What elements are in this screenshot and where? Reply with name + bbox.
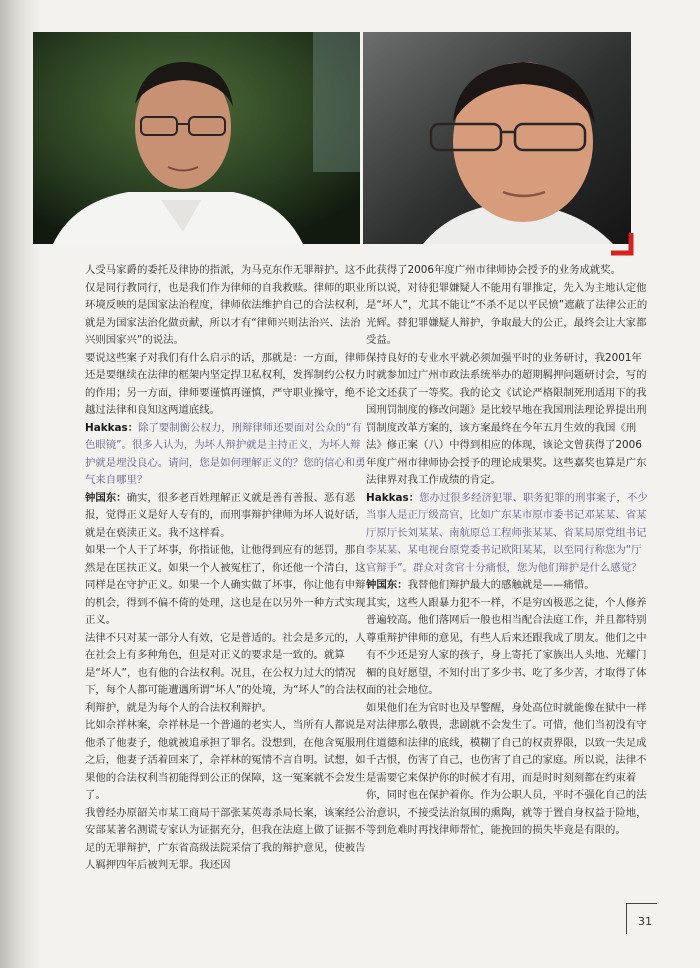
paragraph-text: 比如佘祥林案，佘祥林是一个普通的老实人，当所有人都说是他杀了他妻子，他就被追承担了罪名。没想到，在他含冤服刑之后，他妻子活着回来了，佘祥林的冤情不言自明。试想，如果他的合法权利当初能得到公正的保障，这一冤案就不会发生了。 xyxy=(85,719,366,801)
paragraph-text: 此获得了2006年度广州市律师协会授予的业务成就奖。 xyxy=(366,264,622,276)
speaker-label: Hakkas： xyxy=(85,421,139,434)
paragraph-text: 法律不只对某一部分人有效，它是普适的。社会是多元的，人在社会上有多种角色，但是对正义的要求是一致的。就算是“坏人”，也有他的合法权利。况且，在公权力过大的情况下，每个人都可能遭遇所谓“坏人”的处境，为“坏人”的合法权利辩护，就是为每个人的合法权利辩护。 xyxy=(85,631,367,714)
paragraph-text: 如果一个人干了坏事，你指证他，让他得到应有的惩罚，那自然是在匡扶正义。如果一个人被冤枉了，你还他一个清白，这同样是在守护正义。如果一个人确实做了坏事，你让他有申辩的机会，得到不偏不倚的处理，这也是在以另外一种方式实现正义。 xyxy=(85,544,366,626)
paragraph xyxy=(366,280,648,350)
corner-bracket-icon xyxy=(609,231,637,259)
article-column-right xyxy=(366,262,648,840)
speaker-label: 钟国东： xyxy=(366,579,408,591)
paragraph-text: 保持良好的专业水平就必须加强平时的业务研讨，我2001年时就参加过广州市政法系统举办的超期羁押问题研讨会，写的论文还获了一等奖。我的论文《试论严格限制死刑适用下的我国刑罚制度的修改问题》是比较早地在我国刑法理论界提出刑罚制度改革方案的，该方案最终在今年五月生效的我国《刑法》修正案（八）中得到相应的体现，该论文曾获得了2006年度广州市律师协会授予的理论成果奖。这些嘉奖也算是广东法律界对我工作成绩的肯定。 xyxy=(366,351,647,486)
page-number-label: 31 xyxy=(638,915,652,928)
paragraph xyxy=(366,700,648,840)
paragraph-text: 如果他们在为官时也及早警醒，身处高位时就能像在狱中一样对法律那么敬畏，悲剧就不会发生了。可惜，他们当初没有守住道德和法律的底线，模糊了自己的权责界限，以致一失足成千古恨，伤害了自己，也伤害了自己的家庭。所以说，法律不是需要它来保护你的时候才有用，而是时时刻刻都在约束着你，同时也在保护着你。作为公职人员，平时不强化自己的法治意识，不接受法治氛围的熏陶，就等于置自身权益于险地，等到危难时再找律师帮忙，能挽回的损失毕竟是有限的。 xyxy=(366,701,647,836)
portrait-photo-left xyxy=(33,32,360,244)
question-paragraph xyxy=(85,420,367,490)
paragraph xyxy=(366,350,648,490)
portrait-photo-right xyxy=(363,32,631,244)
paragraph xyxy=(85,542,367,630)
paragraph-text: 要说这些案子对我们有什么启示的话，那就是：一方面，律师还是要继续在法律的框架内坚定捍卫私权利，发挥制约公权力的作用；另一方面，律师要谨慎再谨慎，严守职业操守，绝不越过法律和良知这两道底线。 xyxy=(85,351,366,416)
paragraph xyxy=(85,805,367,875)
article-column-left xyxy=(85,262,367,875)
paragraph-text: 我替他们辩护最大的感触就是——痛惜。 xyxy=(407,579,595,591)
paragraph xyxy=(366,262,648,280)
question-paragraph xyxy=(366,490,648,578)
paragraph-text: 其实，这些人跟暴力犯不一样，不是穷凶极恶之徒，个人修养普遍较高。他们落网后一般也相当配合法庭工作，并且都特别尊重辩护律师的意见，有些人后来还跟我成了朋友。他们之中有不少还是穷人家的孩子，身上寄托了家族出人头地、光耀门楣的良好愿望，不知付出了多少书、吃了多少苦，才取得了体面的社会地位。 xyxy=(366,596,647,696)
answer-paragraph xyxy=(85,490,367,543)
paragraph xyxy=(85,717,367,805)
answer-paragraph xyxy=(366,577,648,595)
paragraph-text: 确实，很多老百姓理解正义就是善有善报、恶有恶报，觉得正义是好人专有的，而刑事辩护律师为坏人说好话，就是在亵渎正义。我不这样看。 xyxy=(85,491,366,539)
paragraph-text: 您办过很多经济犯罪、职务犯罪的刑事案子，不少当事人是正厅级高官，比如广东某市原市委书记邓某某、省某厅原厅长刘某某、南航原总工程师张某某、省某局原党组书记李某某、某电视台原党委书记欧阳某某，以至同行称您为“厅官辩手”。群众对贪官十分痛恨，您为他们辩护是什么感觉？ xyxy=(366,491,648,574)
paragraph-text: 所以说，对待犯罪嫌疑人不能用有罪推定，先入为主地认定他是“坏人”，尤其不能让“不杀不足以平民愤”遮蔽了法律公正的光辉。替犯罪嫌疑人辩护，争取最大的公正，最终会让大家都受益。 xyxy=(366,281,648,346)
paragraph xyxy=(85,262,367,350)
page-number xyxy=(626,903,658,937)
paragraph xyxy=(85,350,367,420)
portrait-photo-icon xyxy=(33,32,360,244)
portrait-photo-icon xyxy=(363,32,631,244)
paragraph xyxy=(85,630,367,718)
paragraph-text: 我曾经办原韶关市某工商局干部张某英毒杀局长案，该案经公安部某著名测谎专家认为证据充分，但我在法庭上做了证据不足的无罪辩护，广东省高级法院采信了我的辩护意见，使被告人羁押四年后被判无罪。我还因 xyxy=(85,806,366,871)
paragraph xyxy=(366,595,648,700)
speaker-label: Hakkas： xyxy=(366,491,420,504)
speaker-label: 钟国东： xyxy=(85,491,127,504)
paragraph-text: 除了要制衡公权力，刑辩律师还要面对公众的“有色眼镜”。很多人认为，为坏人辩护就是主持正义，为坏人辩护就是埋没良心。请问，您是如何理解正义的？您的信心和勇气来自哪里？ xyxy=(85,421,366,486)
paragraph-text: 人受马家爵的委托及律协的指派，为马克东作无罪辩护。这不仅是同行教同行，也是我们作为律师的自我救赎。律师的职业环境反映的是国家法治程度，律师依法维护自己的合法权利，就是为国家法治化做贡献，所以才有“律师兴则法治兴、法治兴则国家兴”的说法。 xyxy=(85,264,366,346)
